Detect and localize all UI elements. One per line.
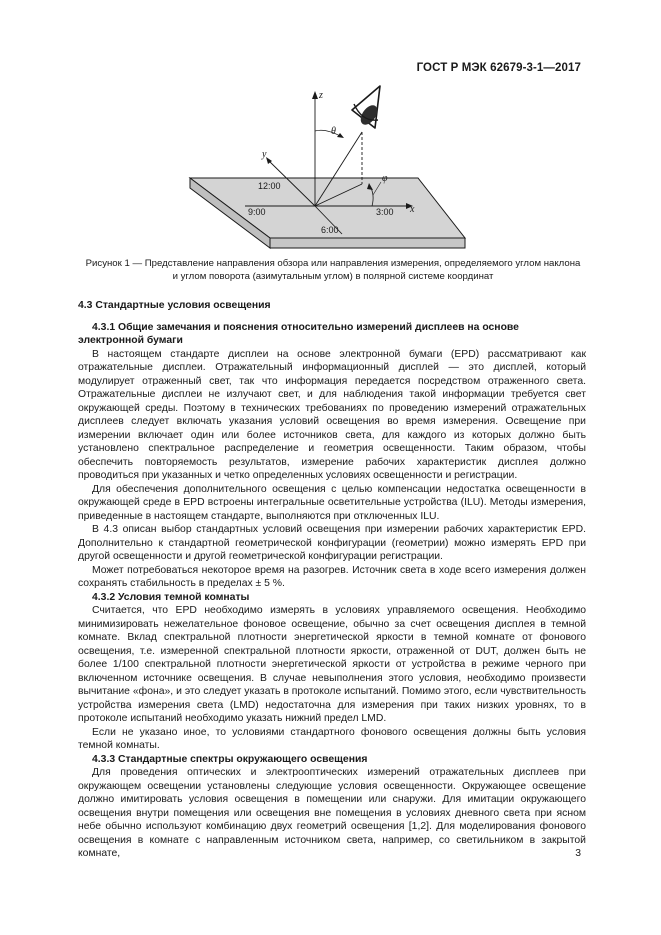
page-number: 3 [575,848,581,859]
x-axis-label: x [410,204,415,215]
figure-caption [78,257,588,283]
clock-label-9: 9:00 [248,207,266,217]
paragraph: Для проведения оптических и электрооптических измерений отражательных дисплеев при окружающем освещении установлены следующие условия освещенности. Окружающее освещение должно имитировать условия освещения в помещении или снаружи. Для имитации окружающего освещения внутри помещения или освещения вне помещения в условиях дневного света при ясном небе обычно используют комбинацию двух геометрий освещения [1,2]. Для моделирования фонового освещения в комнате с направленным источником света, например, со светильником в закрытой комнате, [78,767,586,859]
phi-label: φ [382,173,388,184]
paragraph: Если не указано иное, то условиями стандартного фонового освещения должны быть условия темной комнаты. [78,726,586,751]
display-front-face [270,238,465,248]
paragraph: Считается, что EPD необходимо измерять в условиях управляемого освещения. Необходимо минимизировать нежелательное фоновое освещение, обычно за счет освещения дисплея в темной комнате. Вклад спектральной плотности энергетической яркости в темной комнате от фонового освещения, т.е. измеренной спектральной плотности яркости, отраженной от DUT, должен быть не более 1/100 спектральной плотности энергетической яркости от устройства в режиме черного при включенном источнике освещения. В случае невыполнения этого условия, необходимо произвести вычитание «фона», и это следует указать в протоколе испытаний. Помимо этого, если чувствительность устройства измерения света (LMD) недостаточна для измерения при таких низких уровнях, то в протоколе испытаний необходимо указать нижний предел LMD. [78,605,586,724]
heading-4-3: 4.3 Стандартные условия освещения [78,300,271,311]
y-axis-label: y [262,149,267,160]
caption-line-1: Рисунок 1 — Представление направления обзора или направления измерения, определяемого углом наклона [85,258,581,269]
heading-4-3-3: 4.3.3 Стандартные спектры окружающего освещения [92,753,368,765]
paragraph: Может потребоваться некоторое время на разогрев. Источник света в ходе всего измерения должен сохранять стабильность в пределах ± 5 %. [78,564,586,589]
theta-arc-arrow [337,133,344,138]
z-axis-arrow [312,91,318,99]
eye-icon [352,86,381,128]
heading-4-3-2: 4.3.2 Условия темной комнаты [92,591,250,603]
paragraph: В 4.3 описан выбор стандартных условий освещения при измерении рабочих характеристик EPD. Дополнительно к стандартной геометрической конфигурации (геометрии) можно измерять EPD при другой освещенности и другой геометрической конфигурации регистрации. [78,524,586,562]
main-content [78,299,586,861]
z-axis-label: z [319,90,323,101]
clock-label-3: 3:00 [376,207,394,217]
clock-label-12: 12:00 [258,181,281,191]
theta-label: θ [331,126,336,137]
paragraph: Для обеспечения дополнительного освещения с целью компенсации недостатка освещенности в окружающей среде в EPD встроены интегральные осветительные устройства (ILU). Методы измерения, приведенные в настоящем стандарте, выполняются при отключенных ILU. [78,483,586,522]
paragraph: В настоящем стандарте дисплеи на основе электронной бумаги (EPD) рассматривают как отражательные дисплеи. Отражательный информационный дисплей — это дисплей, который модулирует отраженный свет, так что информация передается посредством отраженного света. Отражательные дисплеи не излучают свет, и для наблюдения такой информации требуется свет окружающей среды. Поэтому в технических требованиях по проведению измерений отражательных дисплеев следует включать указания условий освещения во время измерения. Освещение при измерении включает один или более источников света, для каждого из которых должно быть установлено спектральное распределение и геометрия освещенности. Таким образом, чтобы обеспечить повторяемость результатов, измерение рабочих характеристик дисплея должно проводиться при указанных и четко определенных условиях освещенности и регистрации. [78,348,586,481]
document-header: ГОСТ Р МЭК 62679-3-1—2017 [416,62,581,74]
caption-line-2: и углом поворота (азимутальным углом) в полярной системе координат [172,271,494,282]
clock-label-6: 6:00 [321,225,339,235]
polar-coordinate-figure [0,0,661,260]
heading-4-3-1: 4.3.1 Общие замечания и пояснения относительно измерений дисплеев на основе электронной бумаги [78,321,519,346]
